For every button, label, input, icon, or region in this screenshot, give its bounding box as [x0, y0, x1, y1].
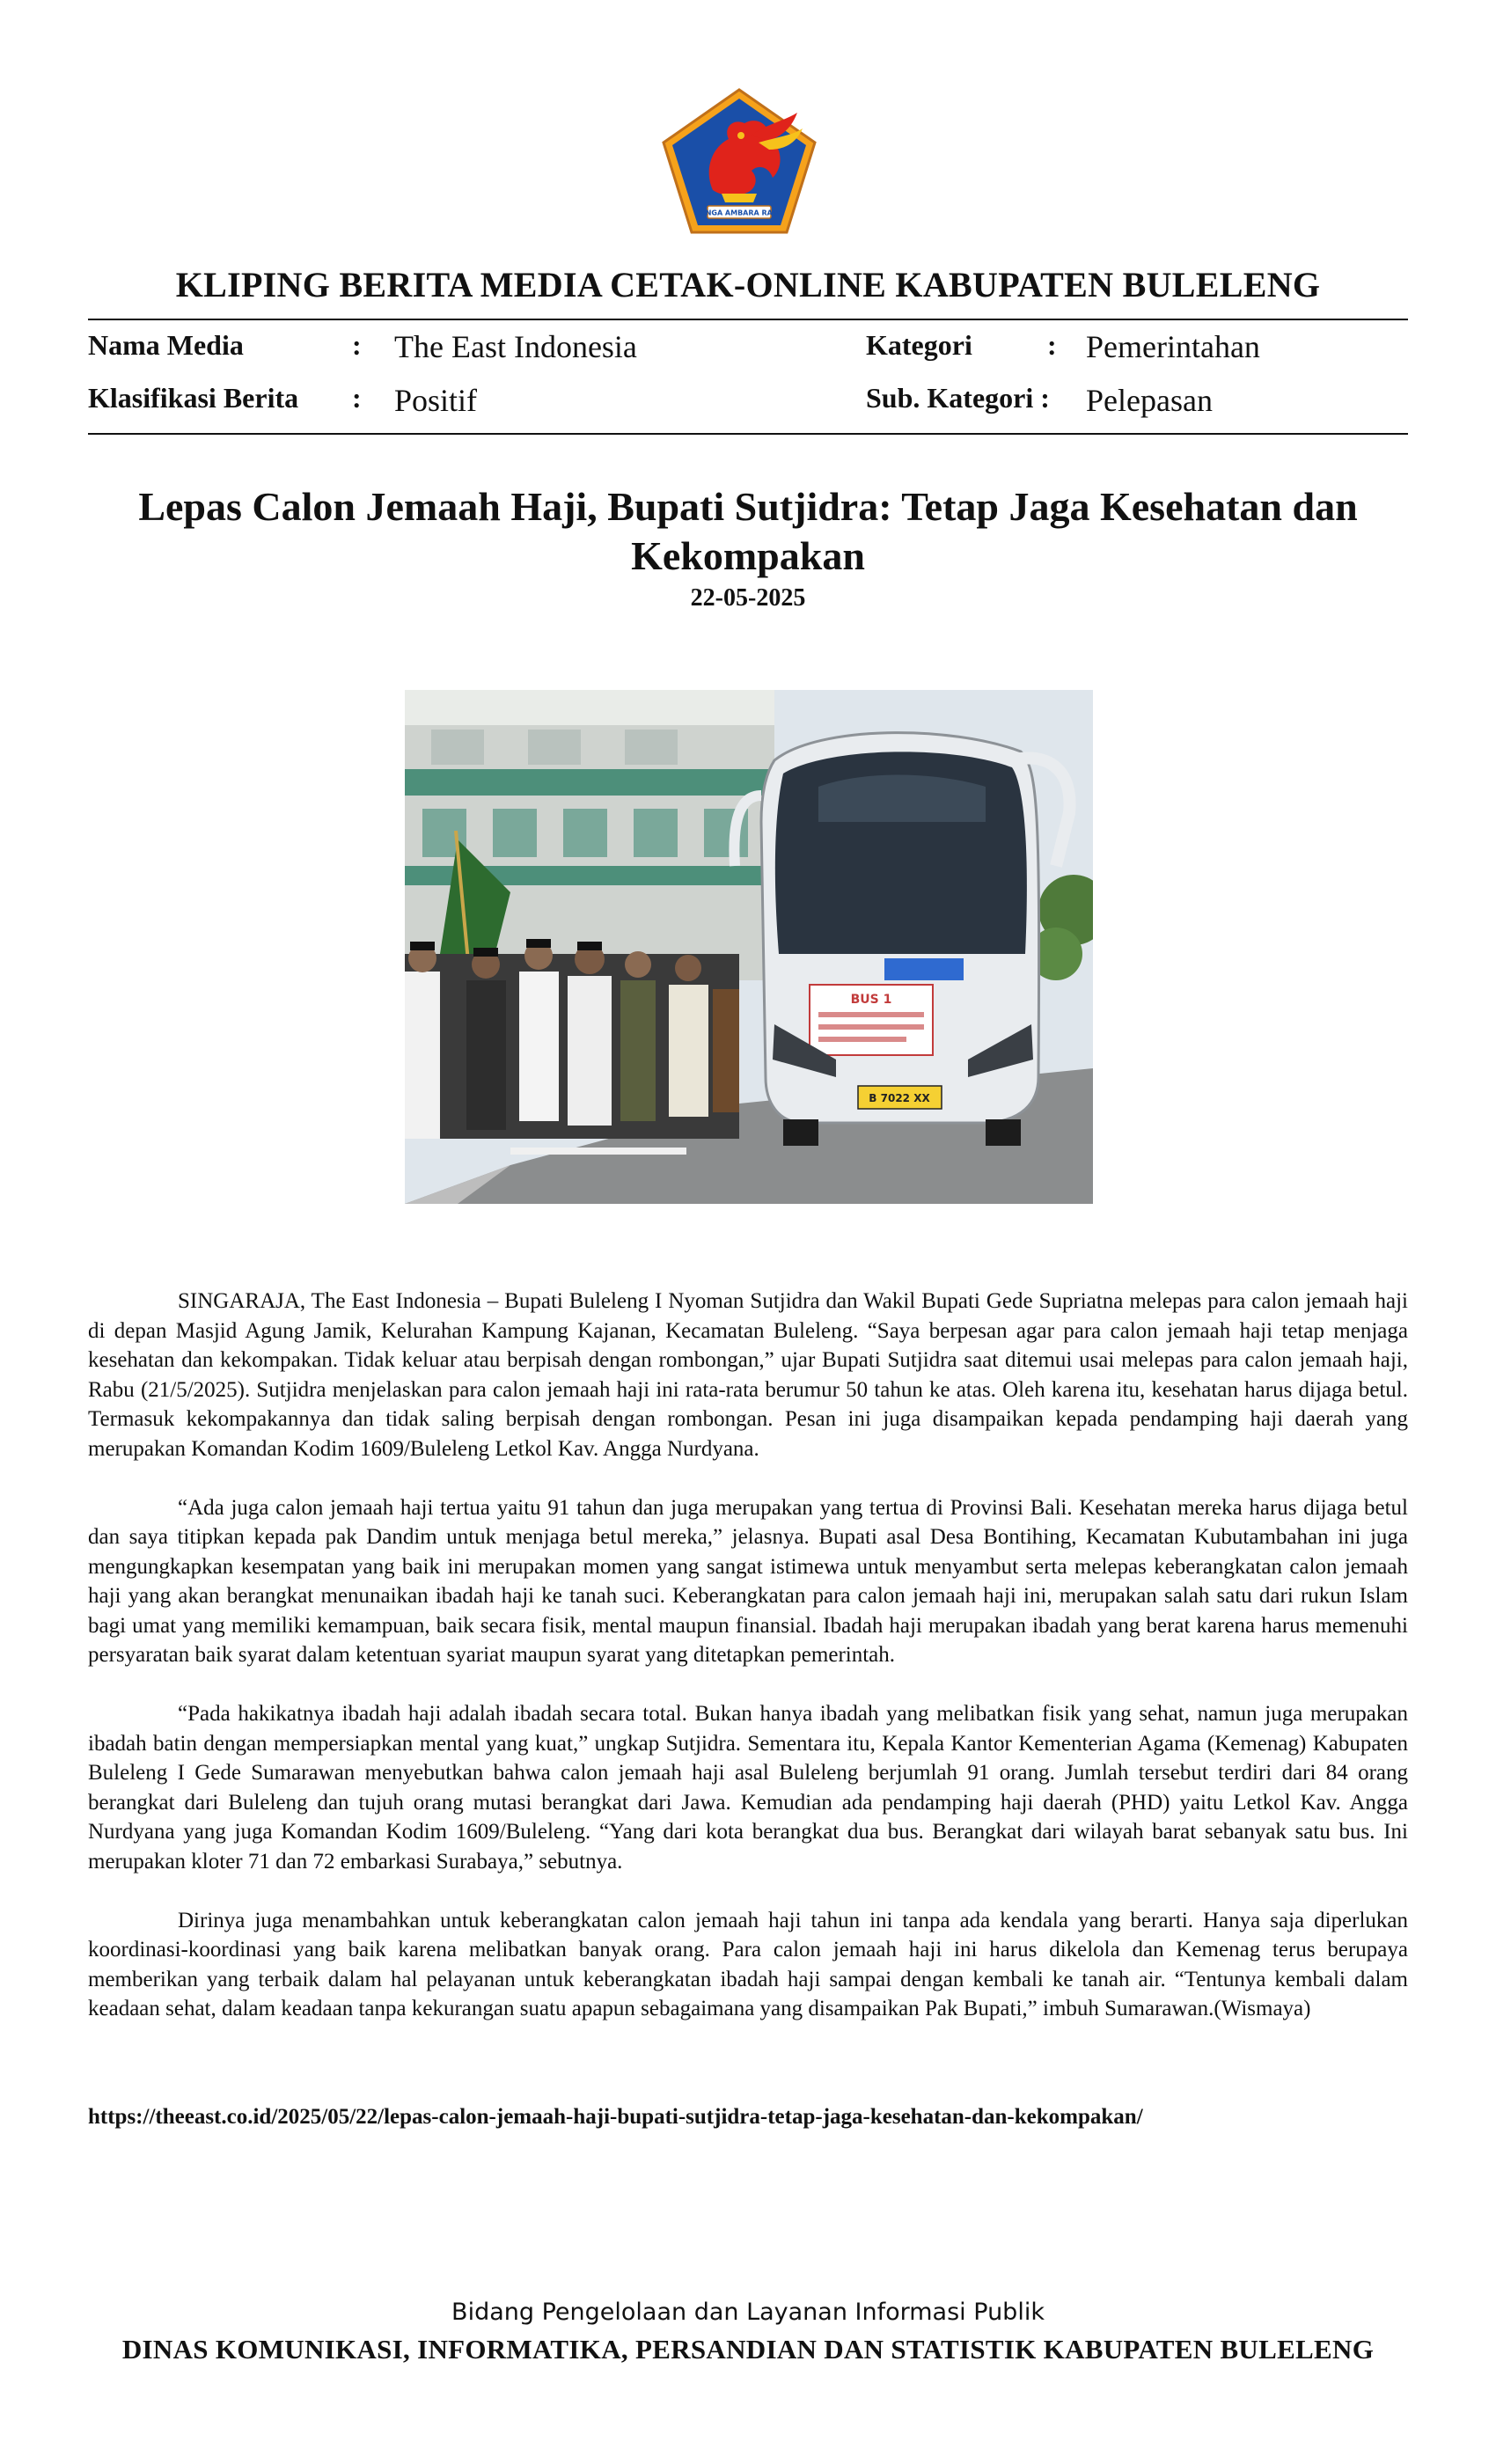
- top-divider: [88, 319, 1408, 320]
- bus-banner-text: BUS 1: [850, 993, 892, 1007]
- clipping-title: KLIPING BERITA MEDIA CETAK-ONLINE KABUPATEN BULELENG: [175, 265, 1321, 304]
- media-name-label: Nama Media: [88, 329, 244, 361]
- article-headline: Lepas Calon Jemaah Haji, Bupati Sutjidra: Tetap Jaga Kesehatan dan Kekompakan: [138, 484, 1358, 578]
- subcategory-label: Sub. Kategori :: [866, 382, 1050, 414]
- classification-colon: :: [352, 382, 362, 414]
- footer-agency: DINAS KOMUNIKASI, INFORMATIKA, PERSANDIAN DAN STATISTIK KABUPATEN BULELENG: [121, 2334, 1375, 2365]
- media-name-colon: :: [352, 329, 362, 361]
- classification-value: Positif: [394, 383, 478, 418]
- category-label: Kategori: [866, 329, 972, 361]
- classification-label: Klasifikasi Berita: [88, 382, 299, 414]
- article-paragraph: Dirinya juga menambahkan untuk keberangkatan calon jemaah haji tahun ini tanpa ada kendala yang berarti. Hanya saja diperlukan koordinasi-koordinasi yang baik karena melibatkan banyak orang. Para calon jemaah haji ini harus dikelola dan Kemenag terus berupaya memberikan yang terbaik dalam hal pelayanan untuk keberangkatan ibadah haji sampai dengan kembali ke tanah air. “Tentunya kembali dalam keadaan sehat, dalam keadaan tanpa kekurangan suatu apapun sebagaimana yang disampaikan Pak Bupati,” imbuh Sumarawan.(Wismaya): [88, 1908, 1408, 2020]
- article-paragraph: SINGARAJA, The East Indonesia – Bupati Buleleng I Nyoman Sutjidra dan Wakil Bupati Gede Supriatna melepas para calon jemaah haji di depan Masjid Agung Jamik, Kelurahan Kampung Kajanan, Kecamatan Buleleng. “Saya berpesan agar para calon jemaah haji tetap menjaga kesehatan dan kekompakan. Tidak keluar atau berpisah dengan rombongan,” ujar Bupati Sutjidra saat ditemui usai melepas para calon jemaah haji, Rabu (21/5/2025). Sutjidra menjelaskan para calon jemaah haji ini rata-rata berumur 50 tahun ke atas. Oleh karena itu, kesehatan harus dijaga betul. Termasuk kekompakannya dan tidak saling berpisah dengan rombongan. Pesan ini juga disampaikan kepada pendamping haji daerah yang merupakan Komandan Kodim 1609/Buleleng Letkol Kav. Angga Nurdyana.: [88, 1289, 1408, 1461]
- footer-division: Bidang Pengelolaan dan Layanan Informasi Publik: [451, 2299, 1045, 2326]
- emblem-motto: SINGA AMBARA RAJA: [697, 209, 781, 217]
- media-name-value: The East Indonesia: [394, 329, 637, 364]
- singa-ambara-raja-emblem-icon: [660, 86, 818, 236]
- category-colon: :: [1047, 329, 1057, 361]
- bus-license-plate: B 7022 XX: [869, 1092, 930, 1104]
- news-photo-bus-departure-icon: [405, 690, 1093, 1204]
- subcategory-value: Pelepasan: [1086, 383, 1213, 418]
- source-url-link[interactable]: https://theeast.co.id/2025/05/22/lepas-calon-jemaah-haji-bupati-sutjidra-tetap-jaga-kesehatan-dan-kekompakan/: [88, 2105, 1143, 2129]
- article-paragraph: “Pada hakikatnya ibadah haji adalah ibadah secara total. Bukan hanya ibadah yang melibatkan fisik yang sehat, namun juga merupakan ibadah batin dengan mempersiapkan mental yang kuat,” ungkap Sutjidra. Sementara itu, Kepala Kantor Kementerian Agama (Kemenag) Kabupaten Buleleng I Gede Sumarawan menyebutkan bahwa calon jemaah haji asal Buleleng berjumlah 91 orang. Jumlah tersebut terdiri dari 84 orang berangkat dari Buleleng dan tujuh orang mutasi berangkat dari Jawa. Kemudian ada pendamping haji daerah (PHD) yaitu Letkol Kav. Angga Nurdyana yang juga Komandan Kodim 1609/Buleleng. “Yang dari kota berangkat dua bus. Berangkat dari wilayah barat sebanyak satu bus. Ini merupakan kloter 71 dan 72 embarkasi Surabaya,” sebutnya.: [88, 1702, 1408, 1874]
- category-value: Pemerintahan: [1086, 329, 1260, 364]
- article-body: [88, 1287, 1408, 2053]
- article-date: 22-05-2025: [690, 584, 806, 612]
- meta-divider: [88, 433, 1408, 435]
- article-paragraph: “Ada juga calon jemaah haji tertua yaitu 91 tahun dan juga merupakan yang tertua di Provinsi Bali. Kesehatan mereka harus dijaga betul dan saya titipkan kepada pak Dandim untuk menjaga betul mereka,” jelasnya. Bupati asal Desa Bontihing, Kecamatan Kubutambahan ini juga mengungkapkan kesempatan yang baik ini merupakan momen yang sangat istimewa untuk menyambut serta melepas keberangkatan calon jemaah haji yang akan berangkat menunaikan ibadah haji ke tanah suci. Keberangkatan para calon jemaah haji ini, merupakan salah satu dari rukun Islam bagi umat yang memiliki kemampuan, baik secara fisik, mental maupun finansial. Ibadah haji merupakan ibadah yang berat karena harus memenuhi persyaratan baik syarat dalam ketentuan syariat maupun syarat yang ditetapkan pemerintah.: [88, 1495, 1408, 1667]
